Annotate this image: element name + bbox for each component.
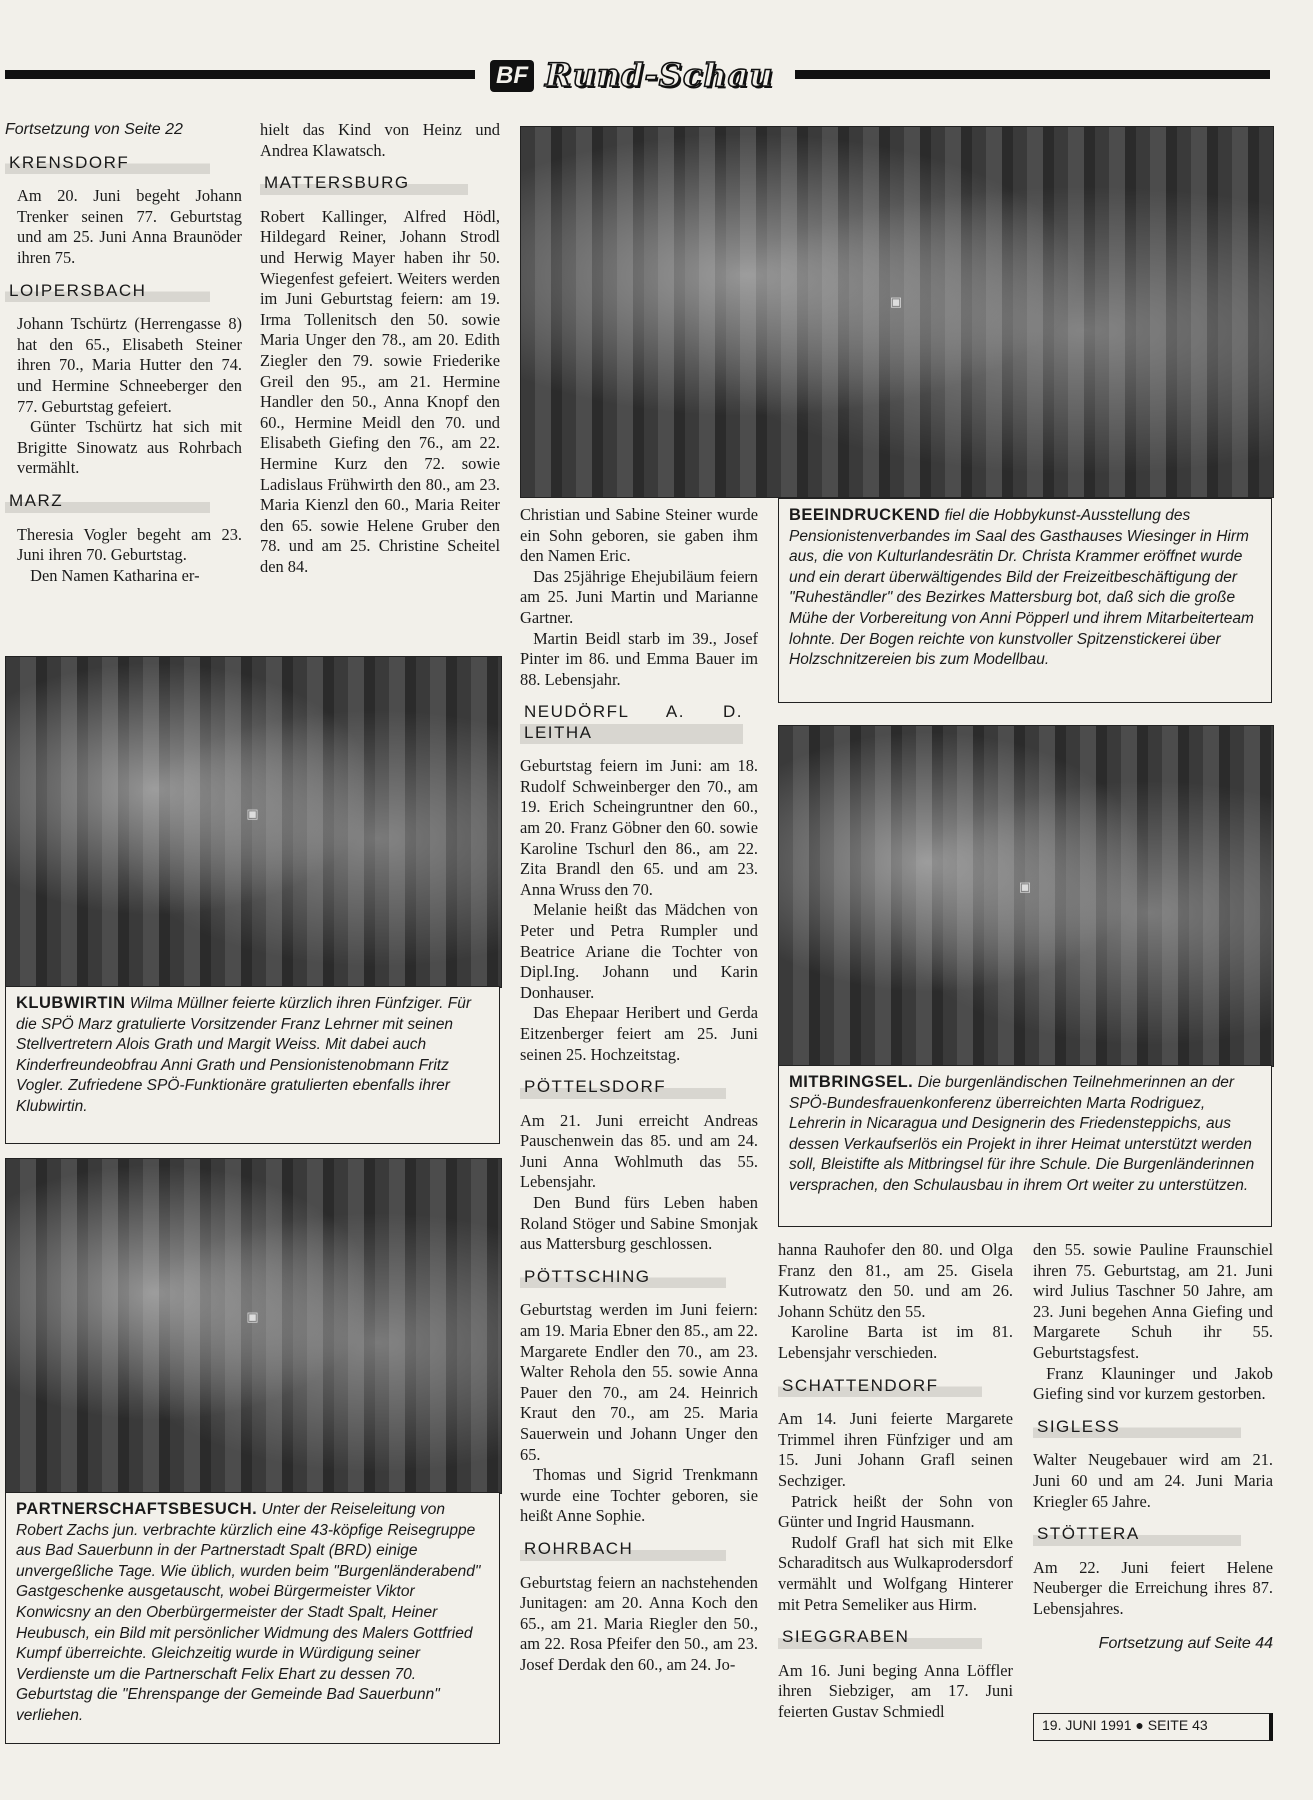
photo-placeholder-icon: ▣: [246, 805, 261, 821]
caption-keyword: KLUBWIRTIN: [16, 994, 126, 1012]
schattendorf-text-3: Rudolf Grafl hat sich mit Elke Scharaditsch aus Wulkaprodersdorf vermählt und Wolfgang Hinterer mit Petra Semeliker aus Hirm.: [778, 1532, 1013, 1614]
caption-beeindruckend: [778, 498, 1272, 703]
photo-placeholder-icon: ▣: [1018, 879, 1034, 894]
caption-text: Die burgenländischen Teilnehmerinnen an der SPÖ-Bundesfrauenkonferenz überreichten Marta Rodriguez, Lehrerin in Nicaragua und Designerin des Friedensteppichs, aus dessen Verkaufserlös ein Projekt in ihrer Heimat unterstützt werden soll, Bleistifte als Mitbringsel für ihre Schule. Die Burgenländerinnen versprachen, den Schulausbau in ihrem Ort weiter zu unterstützen.: [789, 1074, 1255, 1194]
column-2: [260, 120, 500, 577]
column-3-top: [520, 505, 758, 690]
dateline: 19. JUNI 1991 ● SEITE 43: [1033, 1713, 1273, 1741]
section-heading-sieggraben: SIEGGRABEN: [778, 1625, 982, 1649]
column-4: [778, 1240, 1013, 1722]
caption-partnerschaftsbesuch: [5, 1492, 500, 1744]
sieggraben-text: Am 16. Juni beging Anna Löffler ihren Siebziger, am 17. Juni feierten Gustav Schmiedl: [778, 1660, 1013, 1721]
header-rule-right: [795, 70, 1270, 79]
section-heading-poettsching: PÖTTSCHING: [520, 1265, 726, 1289]
schattendorf-text-2: Patrick heißt der Sohn von Günter und Ingrid Hausmann.: [778, 1491, 1013, 1532]
photo-hobbykunst-ausstellung: [520, 126, 1274, 498]
photo-placeholder-icon: ▣: [889, 293, 905, 309]
section-heading-mattersburg: MATTERSBURG: [260, 171, 468, 195]
rauhofer-text: hanna Rauhofer den 80. und Olga Franz den 81., am 25. Gisela Kutrowatz den 50. und am 26. Johann Schütz den 55.: [778, 1240, 1013, 1321]
fraunschiel-text: den 55. sowie Pauline Fraunschiel ihren 75. Geburtstag, am 21. Juni wird Julius Taschner 50 Jahre, am 23. Juni begehen Anna Giefing und Margarete Schuh ihr 55. Geburtstagsfest.: [1033, 1240, 1273, 1362]
poettsching-text-2: Thomas und Sigrid Trenkmann wurde eine Tochter geboren, sie heißt Anne Sophie.: [520, 1465, 758, 1526]
steiner-birth-text: Christian und Sabine Steiner wurde ein Sohn geboren, sie gaben ihm den Namen Eric.: [520, 505, 758, 566]
photo-klubwirtin: [5, 656, 502, 988]
section-heading-rohrbach: ROHRBACH: [520, 1537, 726, 1561]
photo-mitbringsel: [778, 725, 1274, 1067]
section-title: Rund-Schau: [545, 56, 774, 94]
poettelsdorf-text-1: Am 21. Juni erreicht Andreas Pauschenwein das 85. und am 24. Juni Anna Wohlmuth das 55. Lebensjahr.: [520, 1110, 758, 1192]
section-heading-neudoerfl: NEUDÖRFL A. D. LEITHA: [520, 700, 743, 744]
photo-placeholder-icon: ▣: [246, 1309, 261, 1325]
column-3-middle: [520, 690, 758, 1676]
continued-on: Fortsetzung auf Seite 44: [1098, 1634, 1273, 1652]
marz-text-1: Theresia Vogler begeht am 23. Juni ihren 70. Geburtstag.: [17, 524, 242, 565]
loipersbach-text-2: Günter Tschürtz hat sich mit Brigitte Sinowatz aus Rohrbach vermählt.: [17, 417, 242, 478]
klawatsch-text: hielt das Kind von Heinz und Andrea Klawatsch.: [260, 120, 500, 160]
neudoerfl-text-1: Geburtstag feiern im Juni: am 18. Rudolf Schweinberger den 70., am 19. Erich Scheingruntner den 60., am 20. Franz Göbner den 60. sowie Karoline Tschurl den 86., am 22. Zita Brandl den 65. und am 23. Anna Wruss den 70.: [520, 756, 758, 899]
gartner-jubilee-text: Das 25jährige Ehejubiläum feiern am 25. Juni Martin und Marianne Gartner.: [520, 566, 758, 627]
klauninger-text: Franz Klauninger und Jakob Giefing sind vor kurzem gestorben.: [1033, 1363, 1273, 1404]
section-heading-poettelsdorf: PÖTTELSDORF: [520, 1075, 726, 1099]
krensdorf-text: Am 20. Juni begeht Johann Trenker seinen 77. Geburtstag und am 25. Juni Anna Braunöder ihren 75.: [17, 186, 242, 267]
caption-klubwirtin: [5, 986, 500, 1144]
caption-keyword: MITBRINGSEL.: [789, 1073, 914, 1091]
section-heading-sigless: SIGLESS: [1033, 1415, 1241, 1439]
section-heading-stoettera: STÖTTERA: [1033, 1522, 1241, 1546]
sigless-text: Walter Neugebauer wird am 21. Juni 60 und am 24. Juni Maria Kriegler 65 Jahre.: [1033, 1450, 1273, 1511]
marz-text-2: Den Namen Katharina er-: [30, 565, 200, 585]
section-heading-loipersbach: LOIPERSBACH: [5, 279, 210, 303]
mattersburg-text: Robert Kallinger, Alfred Hödl, Hildegard Reiner, Johann Strodl und Herwig Mayer haben ihr 50. Wiegenfest gefeiert. Weiters werden im Juni Geburtstag feiern: am 19. Irma Tollenitsch den 50. sowie Maria Unger den 78., am 20. Edith Ziegler den 79. sowie Friederike Greil den 95., am 21. Hermine Handler den 50., Anna Knopf den 60., Hermine Meidl den 70. und Elisabeth Giefing den 76., am 22. Hermine Kurz den 72. sowie Ladislaus Frühwirth den 80., am 23. Maria Kienzl den 60., Maria Reiter den 65. sowie Helene Gruber den 78. und am 25. Christine Scheitel den 84.: [260, 206, 500, 576]
continued-from: Fortsetzung von Seite 22: [5, 121, 183, 138]
caption-text: Wilma Müllner feierte kürzlich ihren Fünfziger. Für die SPÖ Marz gratulierte Vorsitzender Franz Lehrner mit seinen Stellvertretern Alois Grath und Margit Weiss. Mit dabei auch Kinderfreundeobfrau Anni Grath und Pensionistenobmann Fritz Vogler. Zufriedene SPÖ-Funktionäre gratulierten ebenfalls ihrer Klubwirtin.: [16, 995, 472, 1115]
caption-keyword: BEEINDRUCKEND: [789, 506, 941, 524]
logo-text: BF: [496, 62, 528, 89]
caption-keyword: PARTNERSCHAFTSBESUCH.: [16, 1500, 258, 1518]
section-heading-krensdorf: KRENSDORF: [5, 151, 210, 175]
barta-text: Karoline Barta ist im 81. Lebensjahr verschieden.: [778, 1322, 1013, 1362]
caption-text: Unter der Reiseleitung von Robert Zachs jun. verbrachte kürzlich eine 43-köpfige Reisegruppe aus Bad Sauerbunn in der Partnerstadt Spalt (BRD) einige unvergeßliche Tage. Wie üblich, wurden beim "Burgenländerabend" Gastgeschenke ausgetauscht, wobei Bürgermeister Viktor Konwicsny an den Oberbürgermeister der Stadt Spalt, Heiner Heubusch, ein Bild mit persönlicher Widmung des Malers Gottfried Kumpf überreichte. Gleichzeitig wurde in Würdigung seiner Verdienste um die Partnerschaft Felix Ehart zu dessen 70. Geburtstag die "Ehrenspange der Gemeinde Bad Sauerbunn" verliehen.: [16, 1501, 481, 1724]
deaths-text: Martin Beidl starb im 39., Josef Pinter im 86. und Emma Bauer im 88. Lebensjahr.: [520, 628, 758, 689]
column-1: [5, 120, 242, 586]
caption-text: fiel die Hobbykunst-Ausstellung des Pensionistenverbandes im Saal des Gasthauses Wiesinger in Hirm aus, die von Kulturlandesrätin Dr. Christa Krammer eröffnet wurde und ein derart überwältigendes Bild der Freizeitbeschäftigung der "Ruheständler" des Bezirkes Mattersburg bot, daß sich die große Mühe der Vorbereitung von Anni Pöpperl und ihrem Mitarbeiterteam lohnte. Der Bogen reichte von kunstvoller Spitzenstickerei über Holzschnitzereien bis zum Modellbau.: [789, 507, 1254, 669]
poettsching-text-1: Geburtstag werden im Juni feiern: am 19. Maria Ebner den 85., am 22. Margarete Endler den 70., am 23. Walter Rehola den 55. sowie Anna Pauer den 70., am 24. Heinrich Kraut den 70., am 25. Maria Sauerwein und Johann Unger den 65.: [520, 1300, 758, 1464]
neudoerfl-text-3: Das Ehepaar Heribert und Gerda Eitzenberger feiert am 25. Juni seinen 25. Hochzeitstag.: [520, 1003, 758, 1064]
rohrbach-text: Geburtstag feiern an nachstehenden Junitagen: am 20. Anna Koch den 65., am 21. Maria Riegler den 50., am 22. Rosa Pfeifer den 50., am 23. Josef Derdak den 60., am 24. Jo-: [520, 1572, 758, 1674]
caption-mitbringsel: [778, 1065, 1272, 1227]
section-heading-marz: MARZ: [5, 489, 210, 513]
schattendorf-text-1: Am 14. Juni feierte Margarete Trimmel ihren Fünfziger und am 15. Juni Johann Grafl seinen Sechziger.: [778, 1409, 1013, 1490]
section-heading-schattendorf: SCHATTENDORF: [778, 1374, 982, 1398]
header-logo: [490, 60, 534, 92]
photo-partnerschaftsbesuch: [5, 1158, 502, 1494]
column-5: [1033, 1240, 1273, 1654]
neudoerfl-text-2: Melanie heißt das Mädchen von Peter und Petra Rumpler und Beatrice Ariane die Tochter von Dipl.Ing. Johann und Karin Donhauser.: [520, 900, 758, 1002]
loipersbach-text-1: Johann Tschürtz (Herrengasse 8) hat den 65., Elisabeth Steiner ihren 70., Maria Hutter den 74. und Hermine Schneeberger den 77. Geburtstag gefeiert.: [17, 314, 242, 416]
header-rule-left: [5, 70, 475, 79]
poettelsdorf-text-2: Den Bund fürs Leben haben Roland Stöger und Sabine Smonjak aus Mattersburg geschlossen.: [520, 1193, 758, 1254]
stoettera-text: Am 22. Juni feiert Helene Neuberger die Erreichung ihres 87. Lebensjahres.: [1033, 1557, 1273, 1618]
